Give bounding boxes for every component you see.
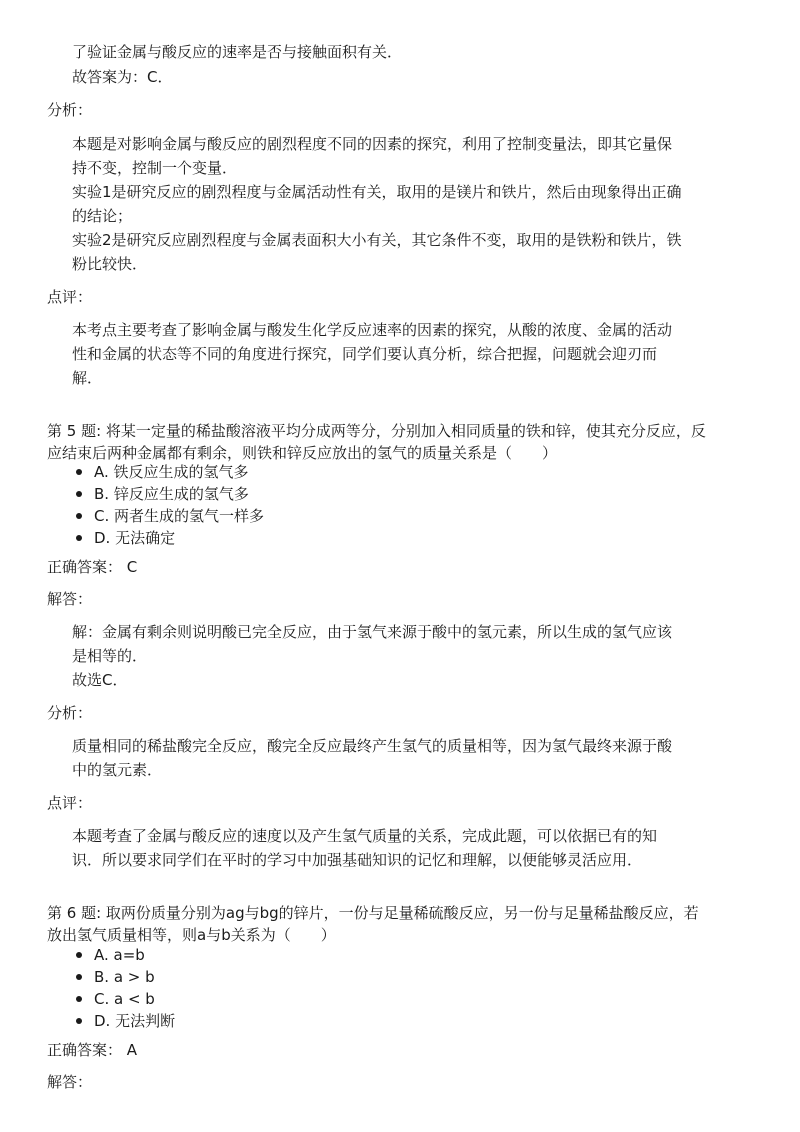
q5-dianping-line-2: 识．所以要求同学们在平时的学习中加强基础知识的记忆和理解，以便能够灵活应用． — [72, 851, 643, 869]
q6-option-list — [72, 944, 175, 1032]
prev-fenxi-line-4: 的结论； — [72, 207, 133, 225]
q5-option-list — [72, 461, 264, 549]
q5-jieda-line-2: 是相等的． — [72, 647, 148, 665]
q5-option-c: C. 两者生成的氢气一样多 — [72, 505, 264, 527]
q5-fenxi-line-1: 质量相同的稀盐酸完全反应，酸完全反应最终产生氢气的质量相等，因为氢气最终来源于酸 — [72, 737, 673, 755]
q5-dianping-label: 点评： — [47, 794, 93, 812]
prev-fenxi-line-5: 实验2是研究反应剧烈程度与金属表面积大小有关，其它条件不变，取用的是铁粉和铁片，铁 — [72, 231, 682, 249]
q6-stem-line-2: 放出氢气质量相等，则a与b关系为（ ） — [47, 926, 336, 944]
prev-dianping-label: 点评： — [47, 288, 93, 306]
q6-option-a: A. a=b — [72, 944, 175, 966]
q5-jieda-line-3: 故选C． — [72, 671, 128, 689]
q5-jieda-line-1: 解：金属有剩余则说明酸已完全反应，由于氢气来源于酸中的氢元素，所以生成的氢气应该 — [72, 623, 673, 641]
q5-fenxi-label: 分析： — [47, 704, 93, 722]
q5-stem-line-1: 第 5 题: 将某一定量的稀盐酸溶液平均分成两等分，分别加入相同质量的铁和锌，使其充分反应，反 — [47, 422, 706, 440]
q6-option-d: D. 无法判断 — [72, 1010, 175, 1032]
q5-jieda-label: 解答： — [47, 590, 93, 608]
prev-jieda-line-2: 故答案为：C． — [72, 68, 173, 86]
q6-stem-line-1: 第 6 题: 取两份质量分别为ag与bg的锌片，一份与足量稀硫酸反应，另一份与足量稀盐酸反应，若 — [47, 904, 699, 922]
q5-option-b: B. 锌反应生成的氢气多 — [72, 483, 264, 505]
q5-dianping-line-1: 本题考查了金属与酸反应的速度以及产生氢气质量的关系，完成此题，可以依据已有的知 — [72, 827, 658, 845]
prev-fenxi-label: 分析： — [47, 101, 93, 119]
q5-stem-line-2: 应结束后两种金属都有剩余，则铁和锌反应放出的氢气的质量关系是（ ） — [47, 444, 558, 462]
q5-option-a: A. 铁反应生成的氢气多 — [72, 461, 264, 483]
prev-dianping-line-3: 解． — [72, 369, 103, 387]
q6-option-c: C. a < b — [72, 988, 175, 1010]
q5-fenxi-line-2: 中的氢元素． — [72, 761, 163, 779]
prev-fenxi-line-6: 粉比较快． — [72, 255, 148, 273]
q6-option-b: B. a > b — [72, 966, 175, 988]
prev-jieda-line-1: 了验证金属与酸反应的速率是否与接触面积有关． — [72, 43, 403, 61]
prev-fenxi-line-2: 持不变，控制一个变量． — [72, 159, 238, 177]
q6-correct-answer: 正确答案： A — [47, 1041, 138, 1059]
prev-dianping-line-1: 本考点主要考查了影响金属与酸发生化学反应速率的因素的探究，从酸的浓度、金属的活动 — [72, 321, 673, 339]
q6-jieda-label: 解答： — [47, 1073, 93, 1091]
prev-fenxi-line-3: 实验1是研究反应的剧烈程度与金属活动性有关，取用的是镁片和铁片，然后由现象得出正确 — [72, 183, 682, 201]
prev-dianping-line-2: 性和金属的状态等不同的角度进行探究，同学们要认真分析，综合把握，问题就会迎刃而 — [72, 345, 658, 363]
q5-correct-answer: 正确答案： C — [47, 558, 138, 576]
q5-option-d: D. 无法确定 — [72, 527, 264, 549]
prev-fenxi-line-1: 本题是对影响金属与酸反应的剧烈程度不同的因素的探究，利用了控制变量法，即其它量保 — [72, 135, 673, 153]
